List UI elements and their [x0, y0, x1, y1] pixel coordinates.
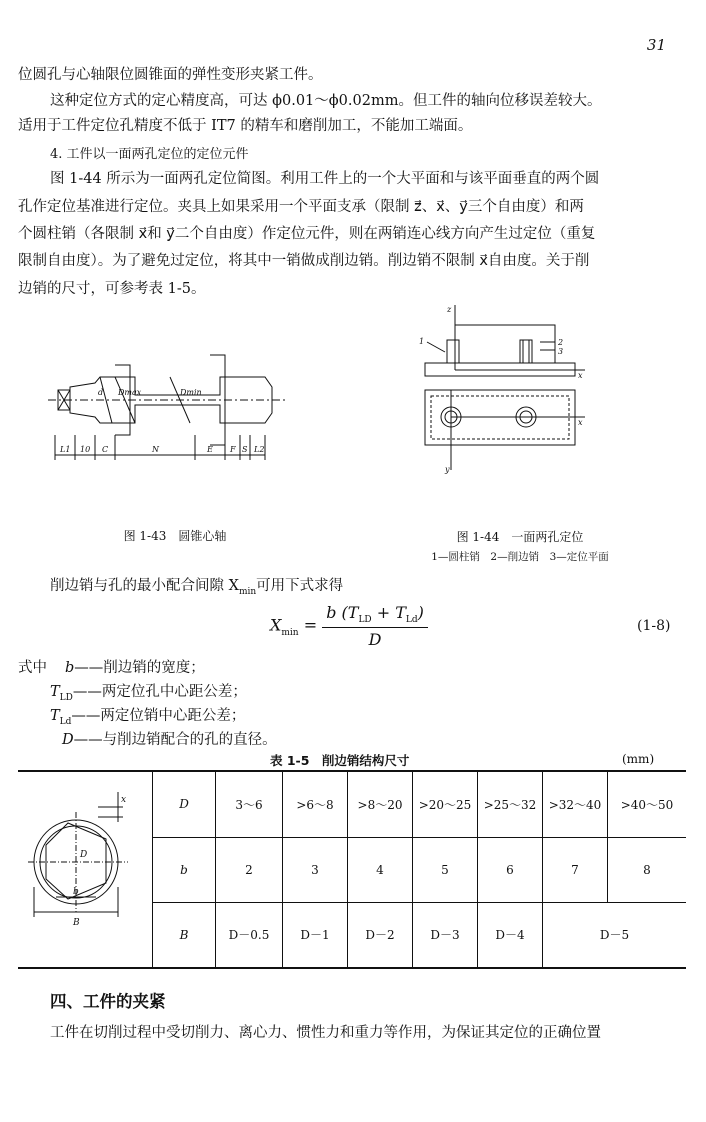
figure-1-44-one-plane-two-holes	[415, 300, 590, 480]
definition-d-text: ——与削边销配合的孔的直径。	[73, 732, 277, 748]
fig43-label-d: d	[98, 388, 104, 397]
table-cell: B	[153, 902, 216, 967]
table-cell: >25～32	[478, 772, 543, 837]
paragraph-4-sub: min	[238, 586, 257, 597]
figure-1-43-caption: 图 1-43 圆锥心轴	[123, 529, 227, 543]
table-row	[153, 772, 687, 837]
table-cell: >40～50	[608, 772, 687, 837]
section-heading-4: 4. 工件以一面两孔定位的定位元件	[50, 147, 249, 162]
fig43-dim-c: C	[102, 445, 109, 454]
table-cell: D	[153, 772, 216, 837]
paragraph-3c: 个圆柱销（各限制 x⃗和 y⃗二个自由度）作定位元件，则在两销连心线方向产生过定位（重复	[18, 226, 596, 242]
paragraph-3b: 孔作定位基准进行定位。夹具上如果采用一个平面支承（限制 z⃗、x⃗、y⃗三个自由度）和两	[18, 199, 584, 215]
definition-tld2-sym: T	[50, 708, 60, 724]
table-row	[153, 902, 687, 967]
definition-tld2-sub: Ld	[59, 716, 72, 727]
paragraph-4	[50, 573, 343, 605]
table-cell: 7	[543, 837, 608, 902]
page-number: 31	[646, 36, 666, 54]
formula-numerator: b (T	[326, 603, 359, 622]
fig44-axis-x2: x	[578, 418, 583, 427]
paragraph-4-end: 可用下式求得	[256, 578, 344, 594]
formula-num-end: )	[417, 603, 424, 622]
definition-b	[65, 656, 205, 677]
fig44-axis-z: z	[447, 305, 452, 314]
definition-b-text: ——削边销的宽度；	[74, 660, 205, 676]
definition-b-sym: b	[65, 660, 75, 676]
last-paragraph: 工件在切削过程中受切削力、离心力、惯性力和重力等作用，为保证其定位的正确位置	[50, 1025, 601, 1041]
paragraph-3a: 图 1-44 所示为一面两孔定位简图。利用工件上的一个大平面和与该平面垂直的两个圆	[50, 171, 600, 187]
diagram-label-b: b	[73, 887, 79, 897]
fig44-callout-1: 1	[419, 337, 425, 346]
fig43-dim-e: E	[207, 445, 213, 454]
paragraph-2a: 这种定位方式的定心精度高，可达 ϕ0.01～ϕ0.02mm。但工件的轴向位移误差较大。	[50, 93, 602, 109]
table-cell: D－3	[413, 902, 478, 967]
fig43-dim-l2: L2	[254, 445, 265, 454]
definition-tld-sub: LD	[59, 692, 73, 703]
table-cell: 5	[413, 837, 478, 902]
formula-lhs: X	[270, 615, 282, 635]
table-cell: >20～25	[413, 772, 478, 837]
definition-tld2	[50, 704, 245, 727]
table-cell: 3～6	[216, 772, 283, 837]
definition-tld-text: ——两定位孔中心距公差；	[72, 684, 247, 700]
table-grid	[152, 772, 686, 967]
definition-d-sym: D	[62, 732, 74, 748]
paragraph-3e: 边销的尺寸，可参考表 1-5。	[18, 281, 206, 297]
figure-1-44-legend: 1—圆柱销 2—削边销 3—定位平面	[431, 551, 609, 563]
formula-number: (1-8)	[637, 618, 671, 634]
fig43-dim-s: S	[242, 445, 248, 454]
section-heading-four: 四、工件的夹紧	[50, 992, 166, 1011]
table-cell: 6	[478, 837, 543, 902]
fig43-label-dmax: Dmax	[118, 388, 142, 397]
table-cell: D－5	[543, 902, 687, 967]
definition-tld-sym: T	[50, 684, 60, 700]
fig44-axis-x: x	[578, 371, 583, 380]
paragraph-1: 位圆孔与心轴限位圆锥面的弹性变形夹紧工件。	[18, 67, 323, 83]
table-title: 表 1-5 削边销结构尺寸	[270, 753, 410, 768]
fig43-dim-n: N	[152, 445, 159, 454]
paragraph-2b: 适用于工件定位孔精度不低于 IT7 的精车和磨削加工，不能加工端面。	[18, 118, 473, 134]
diagram-label-d: D	[80, 850, 88, 860]
table-row	[153, 837, 687, 902]
definition-tld2-text: ——两定位销中心距公差；	[71, 708, 246, 724]
definition-tld	[50, 680, 247, 703]
table-cell: >6～8	[283, 772, 348, 837]
paragraph-3d: 限制自由度）。为了避免过定位，将其中一销做成削边销。削边销不限制 x⃗自由度。关于削	[18, 253, 590, 269]
fig43-dim-10: 10	[80, 445, 91, 454]
table-cell: 4	[348, 837, 413, 902]
formula-num-mid: + T	[371, 603, 406, 622]
table-cell: b	[153, 837, 216, 902]
table-cell: D－0.5	[216, 902, 283, 967]
table-cell: >32～40	[543, 772, 608, 837]
table-unit: (mm)	[622, 752, 655, 766]
formula-fraction	[322, 603, 428, 649]
cutoff-pin-diagram	[28, 787, 148, 947]
table-cell: D－2	[348, 902, 413, 967]
table-cell: D－4	[478, 902, 543, 967]
table-cell: 2	[216, 837, 283, 902]
definition-d	[62, 728, 277, 749]
figure-1-44-caption: 图 1-44 一面两孔定位	[456, 530, 584, 544]
table-cell: 3	[283, 837, 348, 902]
formula-num-sub2: Ld	[405, 615, 418, 626]
formula-1-8: $X_{min}$ = $\frac{b (T_{LD} + T_{Ld})}{D}$	[270, 603, 428, 649]
table-cell: 8	[608, 837, 687, 902]
fig43-dim-l1: L1	[60, 445, 71, 454]
formula-denominator: D	[368, 630, 382, 650]
diagram-label-x: x	[121, 795, 127, 805]
fig44-axis-y: y	[445, 465, 450, 474]
formula-lhs-sub: min	[281, 627, 299, 638]
table-cell: D－1	[283, 902, 348, 967]
fig43-dim-f: F	[230, 445, 236, 454]
paragraph-4-text: 削边销与孔的最小配合间隙 X	[50, 578, 239, 594]
table-1-5	[18, 770, 686, 969]
fig43-label-dmin: Dmin	[180, 388, 202, 397]
diagram-label-bb: B	[73, 918, 80, 928]
table-cell: >8～20	[348, 772, 413, 837]
figure-1-43-conical-mandrel	[40, 345, 290, 470]
formula-num-sub1: LD	[358, 615, 372, 626]
definitions-intro: 式中	[18, 660, 47, 676]
fig44-callout-3: 3	[558, 347, 564, 356]
fig44-callout-2: 2	[558, 338, 564, 347]
